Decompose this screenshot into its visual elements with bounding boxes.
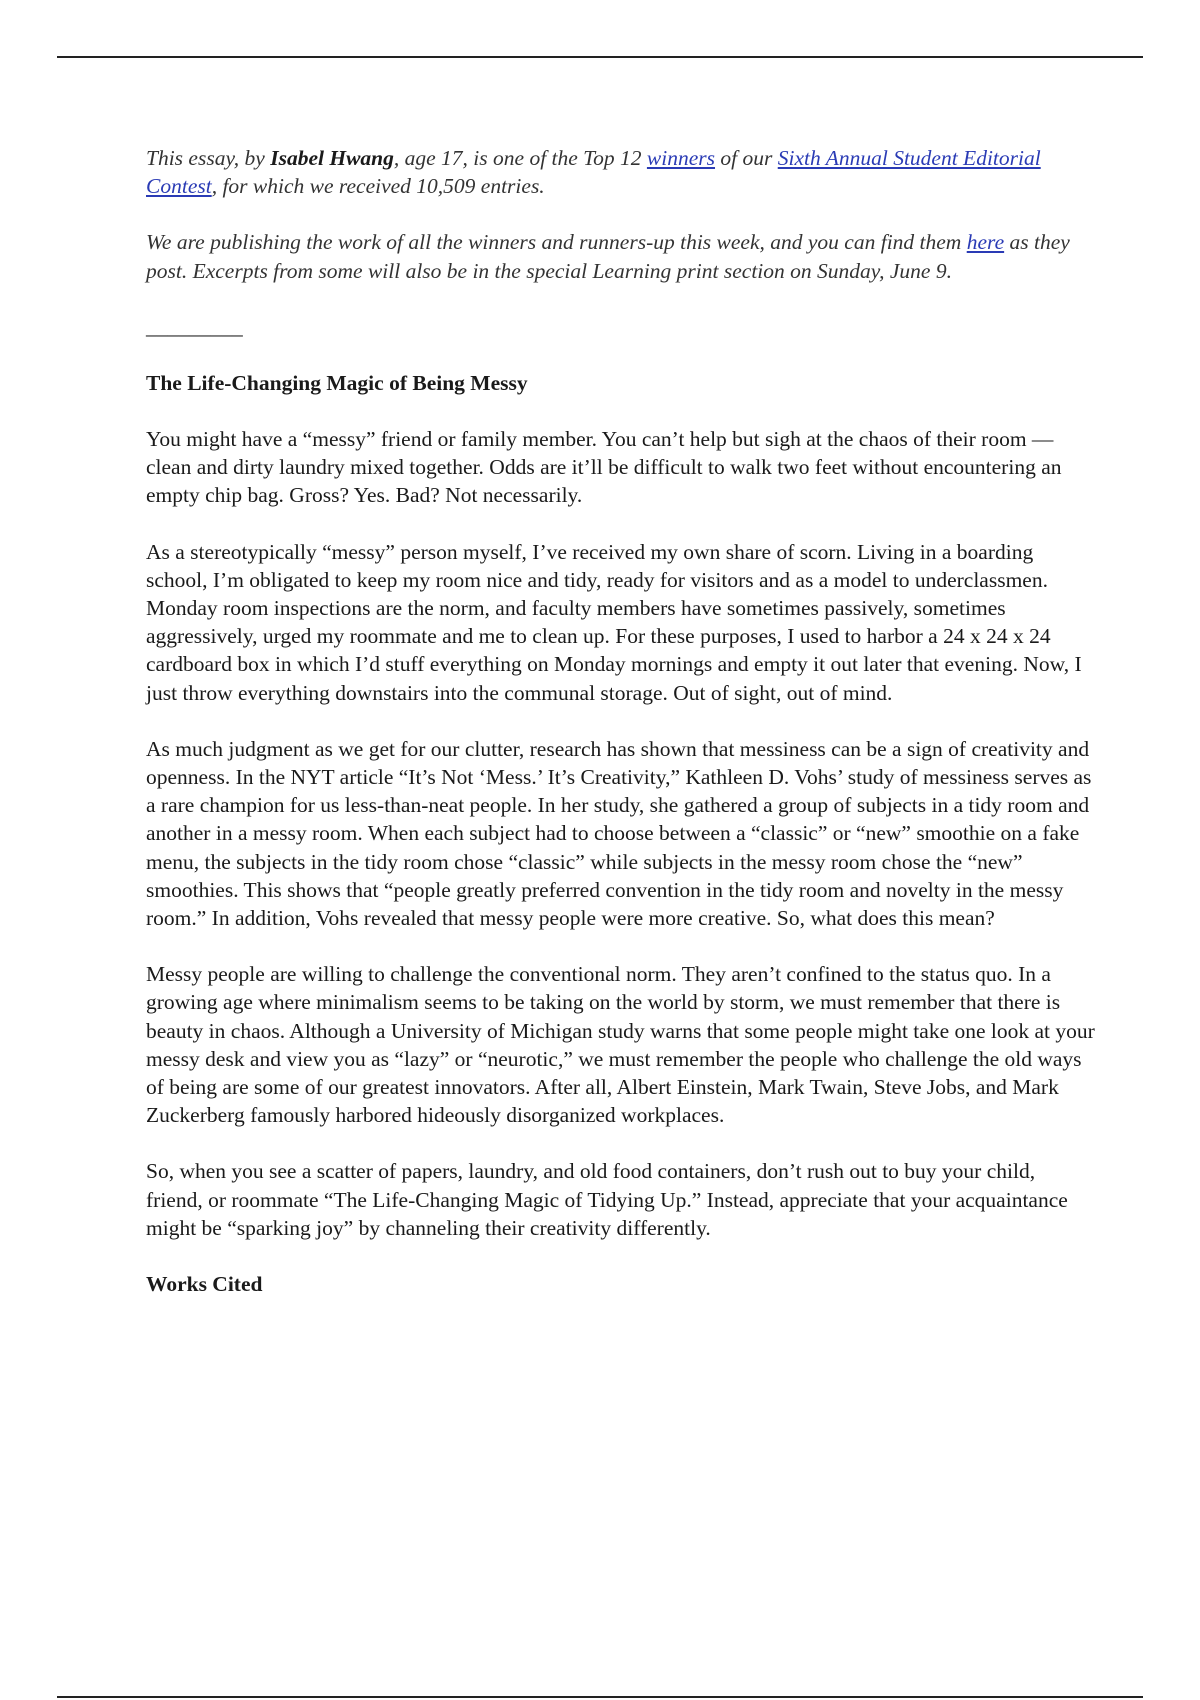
intro-text: , for which we received 10,509 entries.: [211, 174, 545, 199]
essay-paragraph: As a stereotypically “messy” person myself, I’ve received my own share of scorn. Living in a boarding school, I’m obligated to keep my room nice and tidy, ready for visitors and as a model to underclassmen. Monday room inspections are the norm, and faculty members have sometimes passively, sometimes aggressively, urged my roommate and me to clean up. For these purposes, I used to harbor a 24 x 24 x 24 cardboard box in which I’d stuff everything on Monday mornings and empty it out later that evening. Now, I just throw everything downstairs into the communal storage. Out of sight, out of mind.: [146, 539, 1082, 705]
intro-text: of our: [715, 146, 778, 170]
here-link[interactable]: here: [966, 230, 1005, 255]
winners-link[interactable]: winners: [646, 146, 716, 170]
intro-text: as they post. Excerpts from some will also be in the special Learning print section on Sunday, June 9.: [146, 230, 1070, 283]
contest-link[interactable]: Sixth Annual Student Editorial Contest: [146, 146, 1041, 199]
intro-text: , age 17, is one of the Top 12: [393, 146, 647, 170]
intro-text: We are publishing the work of all the winners and runners-up this week, and you can find them: [146, 230, 967, 255]
intro-paragraph-1: [146, 144, 1096, 200]
essay-paragraph: As much judgment as we get for our clutter, research has shown that messiness can be a sign of creativity and openness. In the NYT article “It’s Not ‘Mess.’ It’s Creativity,” Kathleen D. Vohs’ study of messiness serves as a rare champion for us less-than-neat people. In her study, she gathered a group of subjects in a tidy room and another in a messy room. When each subject had to choose between a “classic” or “new” smoothie on a fake menu, the subjects in the tidy room chose “classic” while subjects in the messy room chose the “new” smoothies. This shows that “people greatly preferred convention in the tidy room and novelty in the messy room.” In addition, Vohs revealed that messy people were more creative. So, what does this mean?: [146, 736, 1092, 931]
top-rule: [57, 56, 1143, 58]
works-cited-heading: Works Cited: [146, 1272, 263, 1297]
intro-text: This essay, by: [146, 146, 271, 170]
separator-line: _________: [146, 314, 243, 339]
essay-paragraph: Messy people are willing to challenge the conventional norm. They aren’t confined to the status quo. In a growing age where minimalism seems to be taking on the world by storm, we must remember that there is beauty in chaos. Although a University of Michigan study warns that some people might take one look at your messy desk and view you as “lazy” or “neurotic,” we must remember the people who challenge the old ways of being are some of our greatest innovators. After all, Albert Einstein, Mark Twain, Steve Jobs, and Mark Zuckerberg famously harbored hideously disorganized workplaces.: [146, 962, 1095, 1128]
intro-paragraph-2: [146, 228, 1096, 284]
essay-paragraph: You might have a “messy” friend or family member. You can’t help but sigh at the chaos of their room — clean and dirty laundry mixed together. Odds are it’ll be difficult to walk two feet without encountering an empty chip bag. Gross? Yes. Bad? Not necessarily.: [146, 427, 1062, 508]
essay-title: The Life-Changing Magic of Being Messy: [146, 370, 528, 395]
author-name: Isabel Hwang: [270, 146, 394, 170]
essay-paragraph: So, when you see a scatter of papers, laundry, and old food containers, don’t rush out to buy your child, friend, or roommate “The Life-Changing Magic of Tidying Up.” Instead, appreciate that your acquaintance might be “sparking joy” by channeling their creativity differently.: [146, 1159, 1068, 1240]
document-body: [146, 144, 1096, 1326]
bottom-rule: [57, 1696, 1143, 1698]
